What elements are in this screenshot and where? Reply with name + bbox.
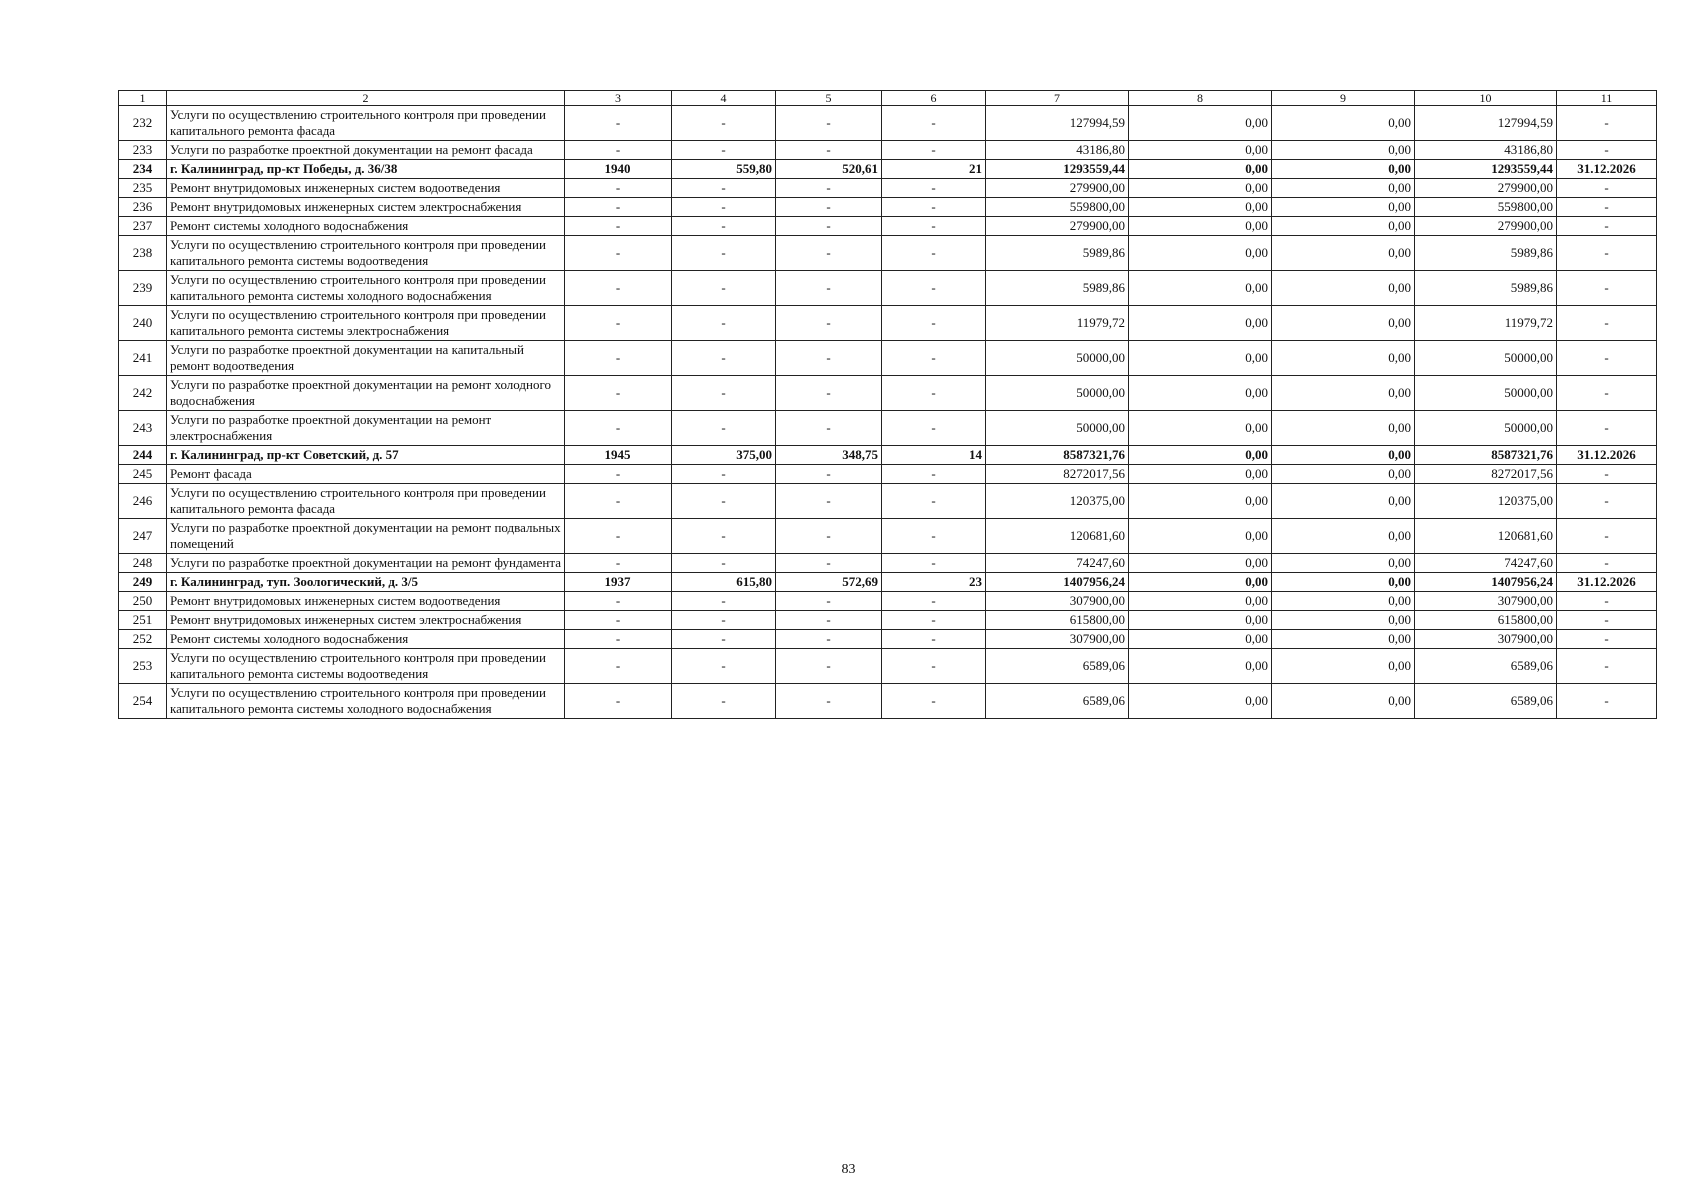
residents-count: - xyxy=(882,465,986,484)
other-sources: 0,00 xyxy=(1272,465,1415,484)
residents-count: - xyxy=(882,217,986,236)
build-year: - xyxy=(565,179,672,198)
residents-count: - xyxy=(882,649,986,684)
total-area: 615,80 xyxy=(672,573,776,592)
living-area: - xyxy=(776,684,882,719)
total-cost: 279900,00 xyxy=(986,217,1129,236)
fund-amount: 0,00 xyxy=(1129,217,1272,236)
build-year: - xyxy=(565,341,672,376)
work-description: Услуги по разработке проектной документации на ремонт электроснабжения xyxy=(167,411,565,446)
total-area: - xyxy=(672,630,776,649)
residents-count: - xyxy=(882,611,986,630)
living-area: - xyxy=(776,341,882,376)
column-number-row xyxy=(119,91,1657,106)
column-header: 10 xyxy=(1415,91,1557,106)
living-area: - xyxy=(776,554,882,573)
residents-count: - xyxy=(882,236,986,271)
work-description: Услуги по разработке проектной документации на ремонт фундамента xyxy=(167,554,565,573)
row-number: 235 xyxy=(119,179,167,198)
fund-amount: 0,00 xyxy=(1129,271,1272,306)
table-row xyxy=(119,236,1657,271)
build-year: - xyxy=(565,217,672,236)
total-cost: 307900,00 xyxy=(986,630,1129,649)
total-cost: 8272017,56 xyxy=(986,465,1129,484)
total-area: - xyxy=(672,141,776,160)
build-year: - xyxy=(565,649,672,684)
owners-funds: 11979,72 xyxy=(1415,306,1557,341)
page-number: 83 xyxy=(841,1162,856,1177)
other-sources: 0,00 xyxy=(1272,484,1415,519)
build-year: 1940 xyxy=(565,160,672,179)
residents-count: - xyxy=(882,630,986,649)
total-cost: 43186,80 xyxy=(986,141,1129,160)
completion-date: - xyxy=(1557,649,1657,684)
fund-amount: 0,00 xyxy=(1129,141,1272,160)
work-description: Ремонт внутридомовых инженерных систем электроснабжения xyxy=(167,198,565,217)
residents-count: - xyxy=(882,519,986,554)
other-sources: 0,00 xyxy=(1272,236,1415,271)
fund-amount: 0,00 xyxy=(1129,484,1272,519)
owners-funds: 127994,59 xyxy=(1415,106,1557,141)
other-sources: 0,00 xyxy=(1272,376,1415,411)
completion-date: - xyxy=(1557,179,1657,198)
total-area: - xyxy=(672,519,776,554)
total-cost: 11979,72 xyxy=(986,306,1129,341)
build-year: - xyxy=(565,519,672,554)
other-sources: 0,00 xyxy=(1272,341,1415,376)
residents-count: 21 xyxy=(882,160,986,179)
owners-funds: 74247,60 xyxy=(1415,554,1557,573)
work-description: Услуги по осуществлению строительного контроля при проведении капитального ремонта фасада xyxy=(167,484,565,519)
living-area: - xyxy=(776,217,882,236)
table-row xyxy=(119,484,1657,519)
fund-amount: 0,00 xyxy=(1129,446,1272,465)
total-cost: 5989,86 xyxy=(986,236,1129,271)
completion-date: 31.12.2026 xyxy=(1557,573,1657,592)
fund-amount: 0,00 xyxy=(1129,376,1272,411)
other-sources: 0,00 xyxy=(1272,141,1415,160)
work-description: Услуги по осуществлению строительного контроля при проведении капитального ремонта системы холодного водоснабжения xyxy=(167,271,565,306)
owners-funds: 43186,80 xyxy=(1415,141,1557,160)
living-area: 348,75 xyxy=(776,446,882,465)
total-area: - xyxy=(672,411,776,446)
work-description: Ремонт системы холодного водоснабжения xyxy=(167,217,565,236)
row-number: 244 xyxy=(119,446,167,465)
table-row xyxy=(119,376,1657,411)
column-header: 7 xyxy=(986,91,1129,106)
build-year: - xyxy=(565,141,672,160)
owners-funds: 120375,00 xyxy=(1415,484,1557,519)
work-description: Услуги по осуществлению строительного контроля при проведении капитального ремонта системы холодного водоснабжения xyxy=(167,684,565,719)
owners-funds: 279900,00 xyxy=(1415,179,1557,198)
residents-count: - xyxy=(882,592,986,611)
total-cost: 1407956,24 xyxy=(986,573,1129,592)
work-description: Услуги по осуществлению строительного контроля при проведении капитального ремонта системы водоотведения xyxy=(167,649,565,684)
work-description: г. Калининград, туп. Зоологический, д. 3/5 xyxy=(167,573,565,592)
other-sources: 0,00 xyxy=(1272,649,1415,684)
completion-date: - xyxy=(1557,630,1657,649)
living-area: 572,69 xyxy=(776,573,882,592)
living-area: - xyxy=(776,519,882,554)
column-header: 11 xyxy=(1557,91,1657,106)
total-cost: 8587321,76 xyxy=(986,446,1129,465)
owners-funds: 1407956,24 xyxy=(1415,573,1557,592)
row-number: 245 xyxy=(119,465,167,484)
residents-count: - xyxy=(882,411,986,446)
completion-date: - xyxy=(1557,484,1657,519)
living-area: - xyxy=(776,630,882,649)
owners-funds: 1293559,44 xyxy=(1415,160,1557,179)
total-area: - xyxy=(672,649,776,684)
row-number: 253 xyxy=(119,649,167,684)
table-row xyxy=(119,630,1657,649)
completion-date: - xyxy=(1557,376,1657,411)
table-row xyxy=(119,271,1657,306)
fund-amount: 0,00 xyxy=(1129,592,1272,611)
other-sources: 0,00 xyxy=(1272,611,1415,630)
owners-funds: 120681,60 xyxy=(1415,519,1557,554)
work-description: Услуги по разработке проектной документации на ремонт холодного водоснабжения xyxy=(167,376,565,411)
total-cost: 307900,00 xyxy=(986,592,1129,611)
build-year: - xyxy=(565,106,672,141)
work-description: Ремонт внутридомовых инженерных систем водоотведения xyxy=(167,592,565,611)
row-number: 242 xyxy=(119,376,167,411)
owners-funds: 6589,06 xyxy=(1415,684,1557,719)
fund-amount: 0,00 xyxy=(1129,630,1272,649)
column-header: 1 xyxy=(119,91,167,106)
row-number: 238 xyxy=(119,236,167,271)
table-row xyxy=(119,592,1657,611)
total-cost: 50000,00 xyxy=(986,411,1129,446)
row-number: 252 xyxy=(119,630,167,649)
total-area: - xyxy=(672,106,776,141)
owners-funds: 307900,00 xyxy=(1415,592,1557,611)
fund-amount: 0,00 xyxy=(1129,465,1272,484)
total-cost: 74247,60 xyxy=(986,554,1129,573)
fund-amount: 0,00 xyxy=(1129,411,1272,446)
row-number: 246 xyxy=(119,484,167,519)
total-cost: 50000,00 xyxy=(986,376,1129,411)
living-area: - xyxy=(776,198,882,217)
completion-date: - xyxy=(1557,306,1657,341)
total-area: 375,00 xyxy=(672,446,776,465)
table-row xyxy=(119,179,1657,198)
table-row xyxy=(119,411,1657,446)
table-row xyxy=(119,306,1657,341)
completion-date: - xyxy=(1557,236,1657,271)
table-row xyxy=(119,519,1657,554)
residents-count: - xyxy=(882,684,986,719)
work-description: Услуги по разработке проектной документации на капитальный ремонт водоотведения xyxy=(167,341,565,376)
other-sources: 0,00 xyxy=(1272,179,1415,198)
living-area: - xyxy=(776,611,882,630)
total-area: - xyxy=(672,306,776,341)
fund-amount: 0,00 xyxy=(1129,611,1272,630)
completion-date: - xyxy=(1557,611,1657,630)
other-sources: 0,00 xyxy=(1272,684,1415,719)
residents-count: 23 xyxy=(882,573,986,592)
fund-amount: 0,00 xyxy=(1129,160,1272,179)
residents-count: - xyxy=(882,376,986,411)
total-cost: 1293559,44 xyxy=(986,160,1129,179)
total-cost: 6589,06 xyxy=(986,649,1129,684)
work-description: Услуги по разработке проектной документации на ремонт фасада xyxy=(167,141,565,160)
living-area: - xyxy=(776,592,882,611)
column-header: 4 xyxy=(672,91,776,106)
completion-date: - xyxy=(1557,141,1657,160)
build-year: - xyxy=(565,236,672,271)
fund-amount: 0,00 xyxy=(1129,649,1272,684)
other-sources: 0,00 xyxy=(1272,446,1415,465)
residents-count: - xyxy=(882,179,986,198)
completion-date: 31.12.2026 xyxy=(1557,446,1657,465)
table-row xyxy=(119,554,1657,573)
row-number: 247 xyxy=(119,519,167,554)
repair-schedule-table xyxy=(118,90,1657,719)
total-cost: 615800,00 xyxy=(986,611,1129,630)
build-year: - xyxy=(565,684,672,719)
other-sources: 0,00 xyxy=(1272,217,1415,236)
fund-amount: 0,00 xyxy=(1129,573,1272,592)
living-area: - xyxy=(776,179,882,198)
total-cost: 6589,06 xyxy=(986,684,1129,719)
row-number: 232 xyxy=(119,106,167,141)
other-sources: 0,00 xyxy=(1272,554,1415,573)
row-number: 237 xyxy=(119,217,167,236)
total-area: - xyxy=(672,376,776,411)
total-cost: 279900,00 xyxy=(986,179,1129,198)
living-area: - xyxy=(776,649,882,684)
living-area: - xyxy=(776,141,882,160)
column-header: 9 xyxy=(1272,91,1415,106)
build-year: - xyxy=(565,306,672,341)
completion-date: - xyxy=(1557,554,1657,573)
total-cost: 559800,00 xyxy=(986,198,1129,217)
table-body xyxy=(119,91,1657,719)
build-year: 1937 xyxy=(565,573,672,592)
row-number: 233 xyxy=(119,141,167,160)
build-year: - xyxy=(565,465,672,484)
build-year: - xyxy=(565,484,672,519)
build-year: - xyxy=(565,592,672,611)
residents-count: - xyxy=(882,198,986,217)
completion-date: - xyxy=(1557,106,1657,141)
other-sources: 0,00 xyxy=(1272,271,1415,306)
owners-funds: 5989,86 xyxy=(1415,236,1557,271)
build-year: - xyxy=(565,611,672,630)
other-sources: 0,00 xyxy=(1272,630,1415,649)
living-area: - xyxy=(776,465,882,484)
table-row xyxy=(119,341,1657,376)
other-sources: 0,00 xyxy=(1272,592,1415,611)
living-area: - xyxy=(776,271,882,306)
work-description: Услуги по осуществлению строительного контроля при проведении капитального ремонта фасада xyxy=(167,106,565,141)
owners-funds: 50000,00 xyxy=(1415,376,1557,411)
other-sources: 0,00 xyxy=(1272,106,1415,141)
build-year: - xyxy=(565,411,672,446)
row-number: 236 xyxy=(119,198,167,217)
living-area: - xyxy=(776,484,882,519)
table-row xyxy=(119,217,1657,236)
row-number: 239 xyxy=(119,271,167,306)
owners-funds: 50000,00 xyxy=(1415,341,1557,376)
living-area: - xyxy=(776,236,882,271)
column-header: 3 xyxy=(565,91,672,106)
fund-amount: 0,00 xyxy=(1129,198,1272,217)
column-header: 2 xyxy=(167,91,565,106)
residents-count: - xyxy=(882,106,986,141)
row-number: 234 xyxy=(119,160,167,179)
fund-amount: 0,00 xyxy=(1129,106,1272,141)
row-number: 254 xyxy=(119,684,167,719)
owners-funds: 559800,00 xyxy=(1415,198,1557,217)
other-sources: 0,00 xyxy=(1272,306,1415,341)
other-sources: 0,00 xyxy=(1272,573,1415,592)
owners-funds: 307900,00 xyxy=(1415,630,1557,649)
total-area: - xyxy=(672,611,776,630)
owners-funds: 8272017,56 xyxy=(1415,465,1557,484)
total-area: - xyxy=(672,198,776,217)
completion-date: - xyxy=(1557,519,1657,554)
work-description: Услуги по осуществлению строительного контроля при проведении капитального ремонта системы водоотведения xyxy=(167,236,565,271)
work-description: г. Калининград, пр-кт Победы, д. 36/38 xyxy=(167,160,565,179)
total-cost: 120681,60 xyxy=(986,519,1129,554)
other-sources: 0,00 xyxy=(1272,411,1415,446)
living-area: - xyxy=(776,306,882,341)
row-number: 248 xyxy=(119,554,167,573)
total-area: - xyxy=(672,484,776,519)
total-area: - xyxy=(672,271,776,306)
total-cost: 120375,00 xyxy=(986,484,1129,519)
table-row xyxy=(119,611,1657,630)
completion-date: - xyxy=(1557,411,1657,446)
completion-date: 31.12.2026 xyxy=(1557,160,1657,179)
work-description: Ремонт внутридомовых инженерных систем электроснабжения xyxy=(167,611,565,630)
completion-date: - xyxy=(1557,592,1657,611)
total-cost: 50000,00 xyxy=(986,341,1129,376)
residents-count: 14 xyxy=(882,446,986,465)
living-area: - xyxy=(776,376,882,411)
work-description: Ремонт системы холодного водоснабжения xyxy=(167,630,565,649)
completion-date: - xyxy=(1557,198,1657,217)
other-sources: 0,00 xyxy=(1272,160,1415,179)
table-row xyxy=(119,684,1657,719)
total-area: - xyxy=(672,217,776,236)
completion-date: - xyxy=(1557,341,1657,376)
fund-amount: 0,00 xyxy=(1129,306,1272,341)
work-description: Ремонт фасада xyxy=(167,465,565,484)
build-year: - xyxy=(565,271,672,306)
row-number: 251 xyxy=(119,611,167,630)
owners-funds: 615800,00 xyxy=(1415,611,1557,630)
build-year: 1945 xyxy=(565,446,672,465)
total-area: - xyxy=(672,592,776,611)
row-number: 241 xyxy=(119,341,167,376)
row-number: 240 xyxy=(119,306,167,341)
living-area: - xyxy=(776,106,882,141)
total-area: - xyxy=(672,554,776,573)
row-number: 250 xyxy=(119,592,167,611)
owners-funds: 8587321,76 xyxy=(1415,446,1557,465)
column-header: 8 xyxy=(1129,91,1272,106)
total-area: - xyxy=(672,465,776,484)
residents-count: - xyxy=(882,341,986,376)
fund-amount: 0,00 xyxy=(1129,554,1272,573)
completion-date: - xyxy=(1557,271,1657,306)
build-year: - xyxy=(565,554,672,573)
fund-amount: 0,00 xyxy=(1129,519,1272,554)
completion-date: - xyxy=(1557,465,1657,484)
table-row xyxy=(119,106,1657,141)
total-area: 559,80 xyxy=(672,160,776,179)
total-area: - xyxy=(672,684,776,719)
total-area: - xyxy=(672,179,776,198)
work-description: Услуги по осуществлению строительного контроля при проведении капитального ремонта системы электроснабжения xyxy=(167,306,565,341)
fund-amount: 0,00 xyxy=(1129,684,1272,719)
table-row xyxy=(119,465,1657,484)
total-area: - xyxy=(672,236,776,271)
table-row xyxy=(119,141,1657,160)
owners-funds: 6589,06 xyxy=(1415,649,1557,684)
owners-funds: 50000,00 xyxy=(1415,411,1557,446)
address-row xyxy=(119,573,1657,592)
living-area: - xyxy=(776,411,882,446)
residents-count: - xyxy=(882,141,986,160)
row-number: 243 xyxy=(119,411,167,446)
work-description: Ремонт внутридомовых инженерных систем водоотведения xyxy=(167,179,565,198)
row-number: 249 xyxy=(119,573,167,592)
address-row xyxy=(119,160,1657,179)
owners-funds: 5989,86 xyxy=(1415,271,1557,306)
address-row xyxy=(119,446,1657,465)
other-sources: 0,00 xyxy=(1272,198,1415,217)
column-header: 6 xyxy=(882,91,986,106)
residents-count: - xyxy=(882,271,986,306)
owners-funds: 279900,00 xyxy=(1415,217,1557,236)
build-year: - xyxy=(565,198,672,217)
work-description: г. Калининград, пр-кт Советский, д. 57 xyxy=(167,446,565,465)
total-cost: 127994,59 xyxy=(986,106,1129,141)
fund-amount: 0,00 xyxy=(1129,236,1272,271)
residents-count: - xyxy=(882,554,986,573)
residents-count: - xyxy=(882,306,986,341)
table-row xyxy=(119,649,1657,684)
column-header: 5 xyxy=(776,91,882,106)
completion-date: - xyxy=(1557,684,1657,719)
total-cost: 5989,86 xyxy=(986,271,1129,306)
residents-count: - xyxy=(882,484,986,519)
other-sources: 0,00 xyxy=(1272,519,1415,554)
completion-date: - xyxy=(1557,217,1657,236)
work-description: Услуги по разработке проектной документации на ремонт подвальных помещений xyxy=(167,519,565,554)
total-area: - xyxy=(672,341,776,376)
build-year: - xyxy=(565,376,672,411)
living-area: 520,61 xyxy=(776,160,882,179)
fund-amount: 0,00 xyxy=(1129,179,1272,198)
table-row xyxy=(119,198,1657,217)
fund-amount: 0,00 xyxy=(1129,341,1272,376)
build-year: - xyxy=(565,630,672,649)
